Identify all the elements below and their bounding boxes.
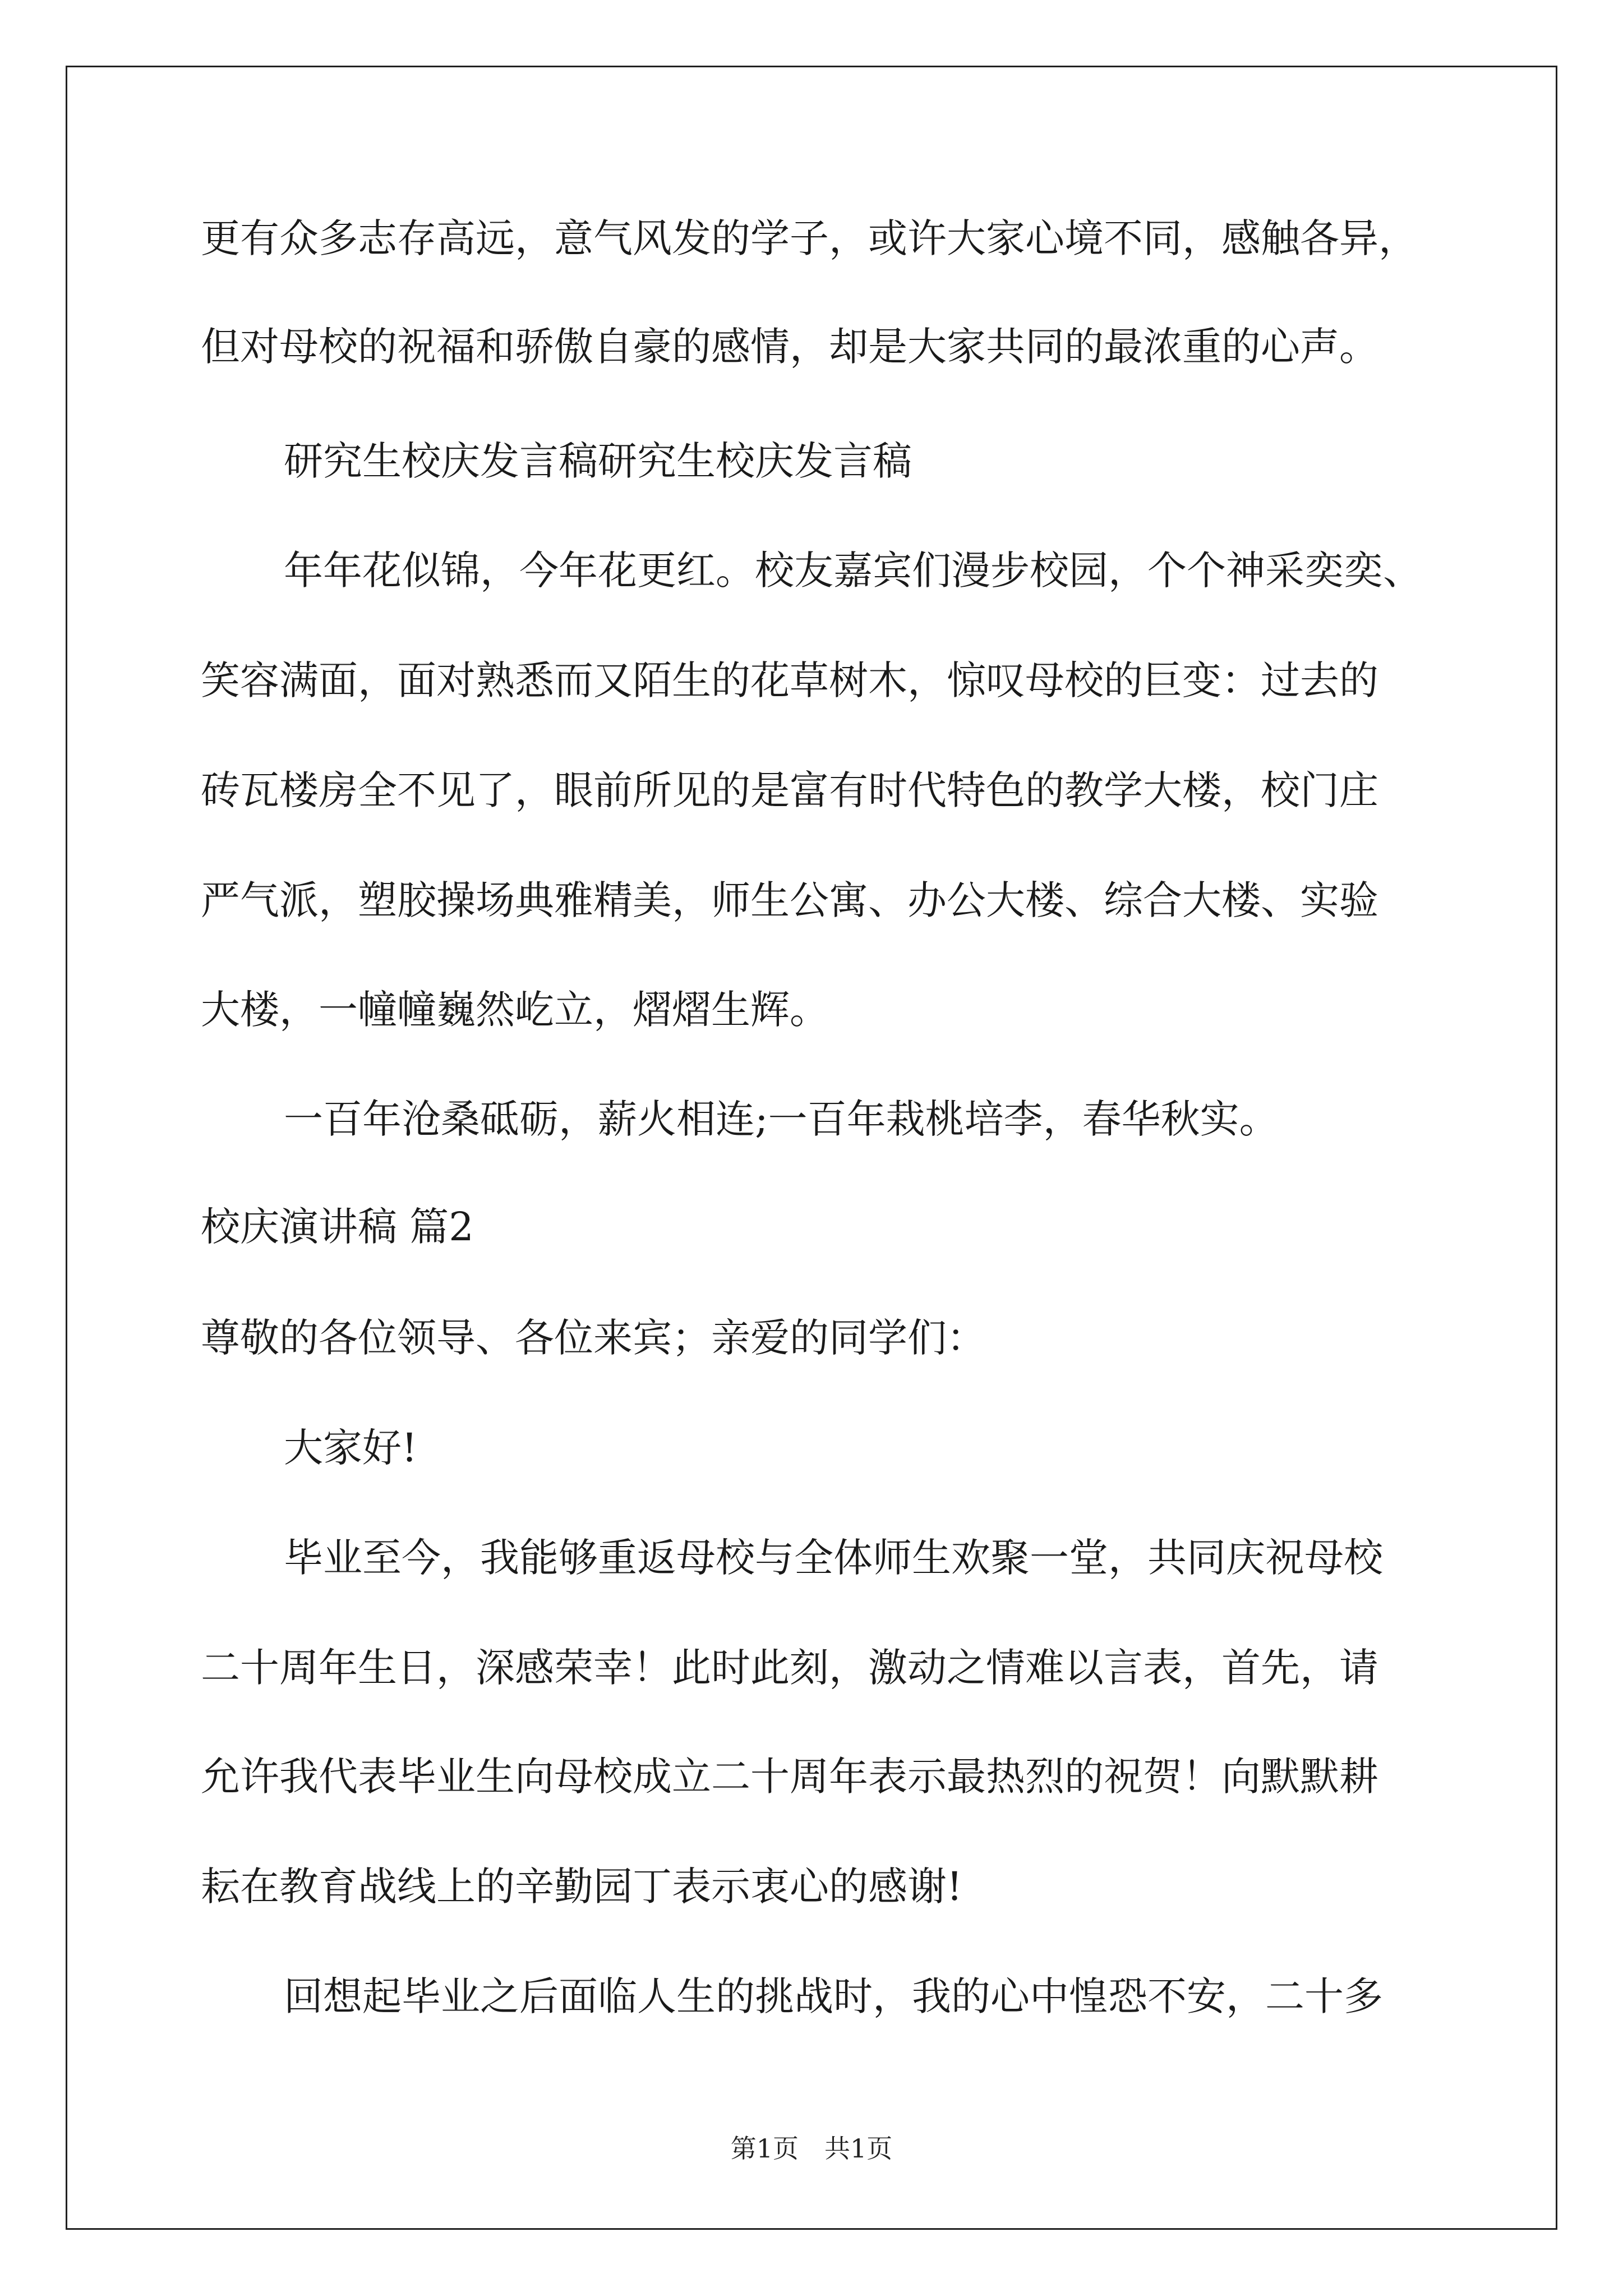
paragraph-line: 允许我代表毕业生向母校成立二十周年表示最热烈的祝贺！向默默耕: [201, 1754, 1378, 1800]
paragraph-line: 更有众多志存高远，意气风发的学子，或许大家心境不同，感触各异，: [201, 215, 1418, 261]
paragraph-line: 大楼，一幢幢巍然屹立，熠熠生辉。: [201, 987, 829, 1033]
paragraph-line: 一百年沧桑砥砺，薪火相连;一百年栽桃培李，春华秋实。: [284, 1096, 1279, 1142]
paragraph-line: 研究生校庆发言稿研究生校庆发言稿: [284, 438, 912, 484]
page-number-footer: 第1页 共1页: [730, 2133, 893, 2164]
paragraph-line: 砖瓦楼房全不见了，眼前所见的是富有时代特色的教学大楼，校门庄: [201, 767, 1378, 813]
paragraph-line: 年年花似锦，今年花更红。校友嘉宾们漫步校园，个个神采奕奕、: [284, 547, 1422, 593]
greeting-line: 大家好!: [284, 1425, 418, 1471]
paragraph-line: 毕业至今，我能够重返母校与全体师生欢聚一堂，共同庆祝母校: [284, 1535, 1383, 1581]
section-heading: 校庆演讲稿 篇2: [201, 1204, 474, 1250]
paragraph-line: 但对母校的祝福和骄傲自豪的感情，却是大家共同的最浓重的心声。: [201, 324, 1378, 370]
paragraph-line: 笑容满面，面对熟悉而又陌生的花草树木，惊叹母校的巨变：过去的: [201, 657, 1378, 703]
paragraph-line: 严气派，塑胶操场典雅精美，师生公寓、办公大楼、综合大楼、实验: [201, 877, 1378, 923]
paragraph-line: 耘在教育战线上的辛勤园丁表示衷心的感谢!: [201, 1864, 963, 1910]
paragraph-line: 二十周年生日，深感荣幸！此时此刻，激动之情难以言表，首先，请: [201, 1645, 1378, 1691]
paragraph-line: 回想起毕业之后面临人生的挑战时，我的心中惶恐不安，二十多: [284, 1973, 1383, 2019]
salutation-line: 尊敬的各位领导、各位来宾；亲爱的同学们：: [201, 1315, 986, 1361]
